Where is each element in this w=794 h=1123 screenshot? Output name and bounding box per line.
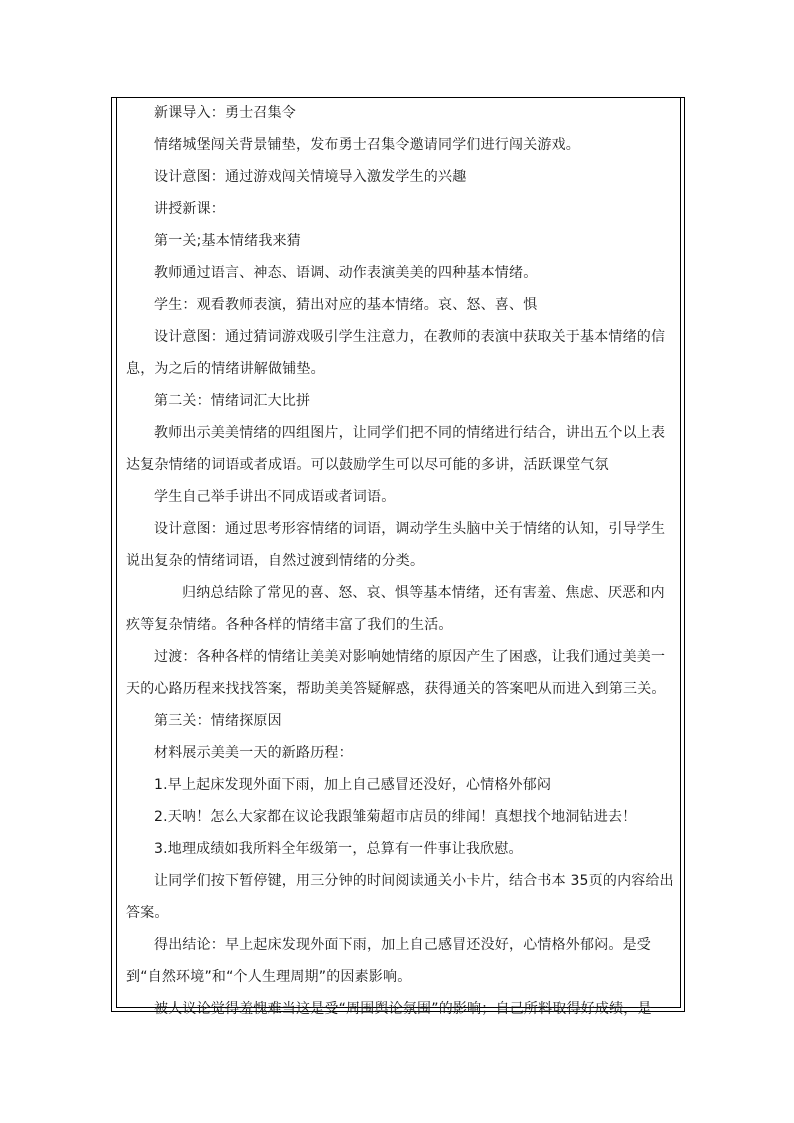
paragraph: 学生自己举手讲出不同成语或者词语。	[154, 489, 396, 505]
paragraph: 教师出示美美情绪的四组图片，让同学们把不同的情绪进行结合，讲出五个以上表达复杂情绪的词语或者成语。可以鼓励学生可以尽可能的多讲，活跃课堂气氛	[126, 425, 666, 473]
paragraph: 设计意图：通过猜词游戏吸引学生注意力，在教师的表演中获取关于基本情绪的信息，为之后的情绪讲解做铺垫。	[126, 329, 666, 377]
paragraph: 过渡：各种各样的情绪让美美对影响她情绪的原因产生了困惑，让我们通过美美一天的心路历程来找找答案，帮助美美答疑解惑，获得通关的答案吧从而进入到第三关。	[126, 649, 666, 697]
paragraph: 学生：观看教师表演，猜出对应的基本情绪。哀、怒、喜、惧	[154, 297, 538, 313]
paragraph: 设计意图：通过游戏闯关情境导入激发学生的兴趣	[154, 169, 467, 185]
paragraph: 第三关：情绪探原因	[154, 713, 282, 729]
lesson-plan-cell	[126, 97, 674, 1025]
paragraph: 2.天呐！怎么大家都在议论我跟雏菊超市店员的绯闻！真想找个地洞钻进去！	[154, 809, 637, 825]
paragraph: 得出结论：早上起床发现外面下雨，加上自己感冒还没好，心情格外郁闷。是受到“自然环境”和“个人生理周期”的因素影响。	[126, 937, 651, 985]
paragraph: 1.早上起床发现外面下雨，加上自己感冒还没好，心情格外郁闷	[154, 777, 552, 793]
paragraph: 材料展示美美一天的新路历程：	[154, 745, 353, 761]
paragraph: 设计意图：通过思考形容情绪的词语，调动学生头脑中关于情绪的认知，引导学生说出复杂的情绪词语，自然过渡到情绪的分类。	[126, 521, 666, 569]
paragraph: 教师通过语言、神态、语调、动作表演美美的四种基本情绪。	[154, 265, 538, 281]
paragraph: 让同学们按下暂停键，用三分钟的时间阅读通关小卡片，结合书本 35页的内容给出答案。	[126, 873, 674, 921]
paragraph: 被人议论觉得羞愧难当这是受“周围舆论氛围”的影响；自己所料取得好成绩，是	[154, 1001, 652, 1017]
paragraph: 第一关;基本情绪我来猜	[154, 233, 301, 249]
paragraph: 3.地理成绩如我所料全年级第一，总算有一件事让我欣慰。	[154, 841, 523, 857]
paragraph: 情绪城堡闯关背景铺垫，发布勇士召集令邀请同学们进行闯关游戏。	[154, 137, 580, 153]
paragraph: 第二关：情绪词汇大比拼	[154, 393, 311, 409]
paragraph: 归纳总结除了常见的喜、怒、哀、惧等基本情绪，还有害羞、焦虑、厌恶和内疚等复杂情绪。各种各样的情绪丰富了我们的生活。	[126, 585, 665, 633]
paragraph: 讲授新课：	[154, 201, 225, 217]
paragraph: 新课导入：勇士召集令	[154, 105, 296, 121]
